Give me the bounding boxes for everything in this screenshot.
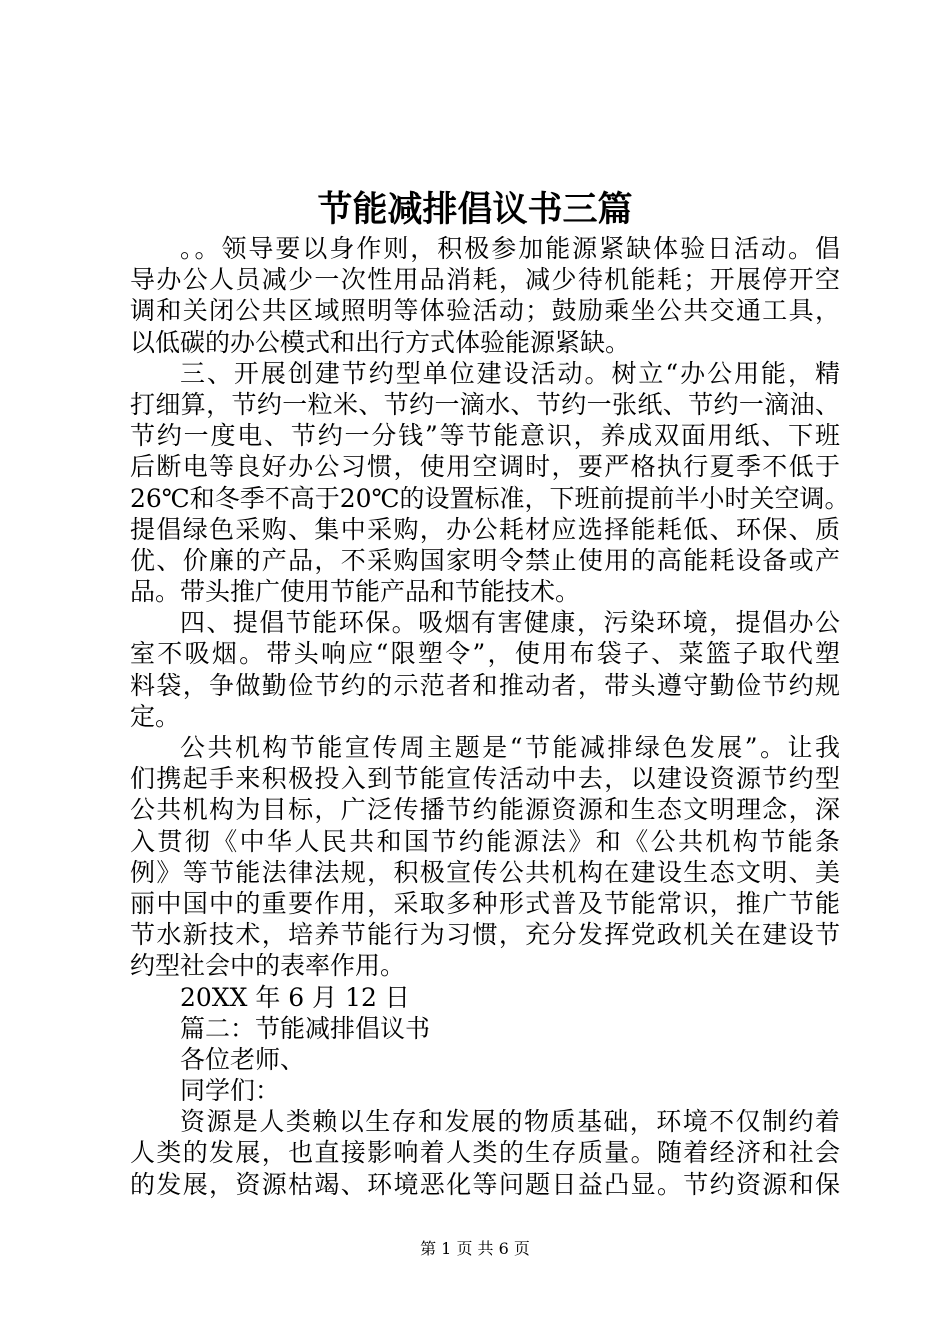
- text-line: 调和关闭公共区域照明等体验活动；鼓励乘坐公共交通工具，: [130, 296, 840, 326]
- text-line: 。。领导要以身作则，积极参加能源紧缺体验日活动。倡: [180, 234, 840, 263]
- text-line: 约型社会中的表率作用。: [130, 951, 406, 981]
- text-line: 资源是人类赖以生存和发展的物质基础，环境不仅制约着: [180, 1107, 840, 1137]
- text-line: 入贯彻《中华人民共和国节约能源法》和《公共机构节能条: [130, 826, 840, 856]
- text-line: 导办公人员减少一次性用品消耗，减少待机能耗；开展停开空: [130, 265, 840, 295]
- text-line: 后断电等良好办公习惯，使用空调时，要严格执行夏季不低于: [130, 452, 840, 482]
- text-line: 的发展，资源枯竭、环境恶化等问题日益凸显。节约资源和保: [130, 1169, 840, 1199]
- text-line: 打细算，节约一粒米、节约一滴水、节约一张纸、节约一滴油、: [130, 389, 840, 419]
- text-line: 公共机构节能宣传周主题是“节能减排绿色发展”。让我: [180, 733, 840, 762]
- text-line: 四、提倡节能环保。吸烟有害健康，污染环境，提倡办公: [180, 608, 840, 638]
- text-line: 同学们：: [180, 1076, 281, 1106]
- text-line: 们携起手来积极投入到节能宣传活动中去，以建设资源节约型: [130, 764, 840, 794]
- text-line: 室不吸烟。带头响应“限塑令”，使用布袋子、菜篮子取代塑: [130, 639, 840, 669]
- text-line: 优、价廉的产品，不采购国家明令禁止使用的高能耗设备或产: [130, 545, 840, 575]
- text-line: 定。: [130, 701, 181, 731]
- text-line: 三、开展创建节约型单位建设活动。树立“办公用能，精: [180, 358, 840, 388]
- text-line: 例》等节能法律法规，积极宣传公共机构在建设生态文明、美: [130, 857, 840, 887]
- text-line: 26℃和冬季不高于20℃的设置标准，下班前提前半小时关空调。: [130, 483, 850, 513]
- text-line: 节水新技术，培养节能行为习惯，充分发挥党政机关在建设节: [130, 920, 840, 950]
- text-line: 20XX 年 6 月 12 日: [180, 982, 410, 1012]
- text-line: 各位老师、: [180, 1044, 306, 1074]
- text-line: 篇二：节能减排倡议书: [180, 1013, 431, 1043]
- text-line: 节约一度电、节约一分钱”等节能意识，养成双面用纸、下班: [130, 421, 840, 451]
- text-line: 提倡绿色采购、集中采购，办公耗材应选择能耗低、环保、质: [130, 514, 840, 544]
- page-title: 节能减排倡议书三篇: [317, 189, 633, 230]
- text-line: 丽中国中的重要作用，采取多种形式普及节能常识，推广节能: [130, 888, 840, 918]
- page-footer: 第 1 页 共 6 页: [420, 1239, 530, 1258]
- text-line: 料袋，争做勤俭节约的示范者和推动者，带头遵守勤俭节约规: [130, 670, 840, 700]
- document-body: [130, 233, 850, 1200]
- text-line: 人类的发展，也直接影响着人类的生存质量。随着经济和社会: [130, 1138, 840, 1168]
- text-line: 公共机构为目标，广泛传播节约能源资源和生态文明理念，深: [130, 795, 840, 825]
- text-line: 以低碳的办公模式和出行方式体验能源紧缺。: [130, 327, 631, 357]
- text-line: 品。带头推广使用节能产品和节能技术。: [130, 577, 581, 607]
